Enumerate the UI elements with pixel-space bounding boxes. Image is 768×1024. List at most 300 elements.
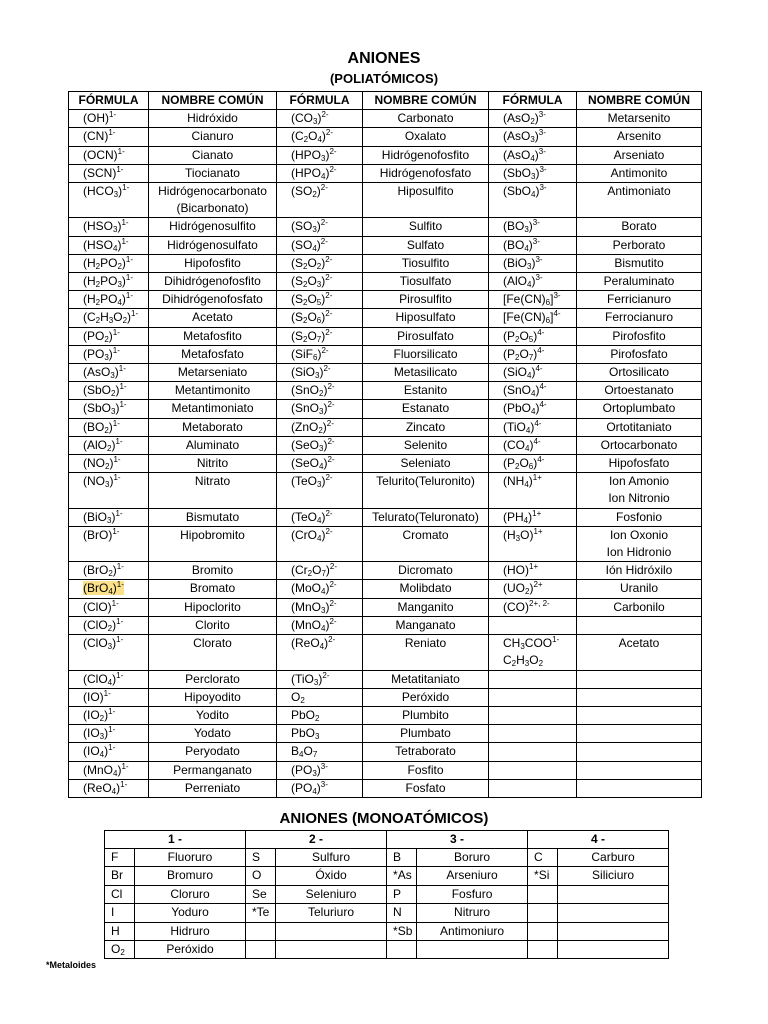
name-cell bbox=[577, 688, 702, 706]
name-cell: Clorito bbox=[149, 616, 277, 634]
formula-cell: (SCN)$^{1-}$ bbox=[69, 164, 149, 182]
name-cell: Carbonato bbox=[363, 110, 489, 128]
formula-cell: $(P_2O_7)^{4-}$ bbox=[489, 345, 577, 363]
name-cell bbox=[577, 616, 702, 634]
name-cell: Metantimonito bbox=[149, 382, 277, 400]
name-cell: Hipofosfato bbox=[577, 455, 702, 473]
name-cell: Carbonilo bbox=[577, 598, 702, 616]
table-row bbox=[69, 146, 702, 164]
name-cell: Hidrógenofosfato bbox=[363, 164, 489, 182]
name-cell: Arseniuro bbox=[417, 867, 528, 885]
formula-cell: $(IO_2)^{1-}$ bbox=[69, 706, 149, 724]
highlighted-formula: $(BrO_4)^{1-}$ bbox=[83, 580, 124, 597]
symbol-cell bbox=[246, 922, 276, 940]
name-cell: Reniato bbox=[363, 635, 489, 670]
name-cell: Fosfato bbox=[363, 779, 489, 797]
formula-cell: $(BO_4)^{3-}$ bbox=[489, 236, 577, 254]
symbol-cell bbox=[387, 941, 417, 959]
formula-cell: $(BrO_2)^{1-}$ bbox=[69, 562, 149, 580]
name-cell: Carburo bbox=[558, 849, 669, 867]
formula-cell: $(BO_2)^{1-}$ bbox=[69, 418, 149, 436]
name-cell: Hidrógenosulfato bbox=[149, 236, 277, 254]
formula-cell: $(SiF_6)^{2-}$ bbox=[277, 345, 363, 363]
name-cell: Plumbato bbox=[363, 725, 489, 743]
name-cell: Nitrato bbox=[149, 473, 277, 508]
table-row bbox=[69, 345, 702, 363]
name-cell: Plumbito bbox=[363, 706, 489, 724]
formula-cell: $(NO_2)^{1-}$ bbox=[69, 455, 149, 473]
column-header: FÓRMULA bbox=[69, 92, 149, 110]
name-cell: Hiposulfato bbox=[363, 309, 489, 327]
symbol-cell: S bbox=[246, 849, 276, 867]
formula-cell: (BrO)$^{1-}$ bbox=[69, 526, 149, 561]
formula-cell: $(P_2O_6)^{4-}$ bbox=[489, 455, 577, 473]
name-cell: Óxido bbox=[276, 867, 387, 885]
name-cell: Siliciuro bbox=[558, 867, 669, 885]
formula-cell: $(HSO_4)^{1-}$ bbox=[69, 236, 149, 254]
name-cell: Bismutato bbox=[149, 508, 277, 526]
name-cell: Estanito bbox=[363, 382, 489, 400]
name-cell: Acetato bbox=[577, 635, 702, 670]
formula-cell: (HO)$^{1+}$ bbox=[489, 562, 577, 580]
table-row bbox=[69, 598, 702, 616]
table-row bbox=[69, 455, 702, 473]
formula-cell: (IO)$^{1-}$ bbox=[69, 688, 149, 706]
name-cell: Permanganato bbox=[149, 761, 277, 779]
name-cell: Hipoclorito bbox=[149, 598, 277, 616]
name-cell: Ortoplumbato bbox=[577, 400, 702, 418]
formula-cell: $(HSO_3)^{1-}$ bbox=[69, 218, 149, 236]
page-subtitle: (POLIATÓMICOS) bbox=[329, 71, 439, 86]
name-cell bbox=[558, 941, 669, 959]
table-row bbox=[69, 309, 702, 327]
symbol-cell bbox=[528, 904, 558, 922]
name-cell: Aluminato bbox=[149, 436, 277, 454]
formula-cell: $(AsO_4)^{3-}$ bbox=[489, 146, 577, 164]
formula-cell: $(S_2O_7)^{2-}$ bbox=[277, 327, 363, 345]
table-row bbox=[105, 849, 669, 867]
formula-cell: $(S_2O_5)^{2-}$ bbox=[277, 291, 363, 309]
formula-cell: $(CO_4)^{4-}$ bbox=[489, 436, 577, 454]
name-cell: Perclorato bbox=[149, 670, 277, 688]
symbol-cell: P bbox=[387, 885, 417, 903]
table-row bbox=[69, 526, 702, 561]
symbol-cell: N bbox=[387, 904, 417, 922]
name-cell: Ortocarbonato bbox=[577, 436, 702, 454]
formula-cell: $B_4O_7$ bbox=[277, 743, 363, 761]
table-row bbox=[69, 218, 702, 236]
name-cell: Metarseniato bbox=[149, 364, 277, 382]
name-cell: Ortoestanato bbox=[577, 382, 702, 400]
name-cell: Cianato bbox=[149, 146, 277, 164]
table-row bbox=[69, 254, 702, 272]
name-cell: Antimoniato bbox=[577, 183, 702, 218]
column-header: NOMBRE COMÚN bbox=[149, 92, 277, 110]
table-row bbox=[105, 904, 669, 922]
column-header: 4 - bbox=[528, 831, 669, 849]
name-cell: Nitruro bbox=[417, 904, 528, 922]
name-cell: Peróxido bbox=[135, 941, 246, 959]
formula-cell: $[Fe(CN)_6]^{4-}$ bbox=[489, 309, 577, 327]
name-cell bbox=[276, 941, 387, 959]
formula-cell: $(PO_3)^{1-}$ bbox=[69, 345, 149, 363]
symbol-cell bbox=[246, 941, 276, 959]
table-header-row bbox=[69, 92, 702, 110]
name-cell: Hiposulfito bbox=[363, 183, 489, 218]
name-cell: Seleniato bbox=[363, 455, 489, 473]
name-cell: Sulfito bbox=[363, 218, 489, 236]
symbol-cell: C bbox=[528, 849, 558, 867]
table-row bbox=[69, 562, 702, 580]
name-cell bbox=[558, 922, 669, 940]
table-row bbox=[69, 616, 702, 634]
name-cell: Antimonito bbox=[577, 164, 702, 182]
name-cell: Manganito bbox=[363, 598, 489, 616]
formula-cell: $(CO_3)^{2-}$ bbox=[277, 110, 363, 128]
name-cell: Fosfonio bbox=[577, 508, 702, 526]
name-cell: Arsenito bbox=[577, 128, 702, 146]
name-cell bbox=[276, 922, 387, 940]
formula-cell: $(BiO_3)^{1-}$ bbox=[69, 508, 149, 526]
name-cell bbox=[417, 941, 528, 959]
page-title: ANIONES bbox=[347, 50, 421, 67]
name-cell: Metafosfato bbox=[149, 345, 277, 363]
formula-cell: $(Cr_2O_7)^{2-}$ bbox=[277, 562, 363, 580]
name-cell: Hidrógenosulfito bbox=[149, 218, 277, 236]
monoatomic-anions-table bbox=[104, 830, 669, 959]
name-cell: Hidrógenocarbonato (Bicarbonato) bbox=[149, 183, 277, 218]
table-row bbox=[69, 327, 702, 345]
name-cell: Tiosulfato bbox=[363, 273, 489, 291]
table-row bbox=[69, 688, 702, 706]
name-cell: Antimoniuro bbox=[417, 922, 528, 940]
name-cell: Zincato bbox=[363, 418, 489, 436]
formula-cell: $(MnO_4)^{1-}$ bbox=[69, 761, 149, 779]
symbol-cell: I bbox=[105, 904, 135, 922]
formula-cell: $(CrO_4)^{2-}$ bbox=[277, 526, 363, 561]
name-cell: Seleniuro bbox=[276, 885, 387, 903]
formula-cell: $(IO_3)^{1-}$ bbox=[69, 725, 149, 743]
polyatomic-anions-table bbox=[68, 91, 702, 798]
formula-cell: $(AsO_3)^{1-}$ bbox=[69, 364, 149, 382]
symbol-cell bbox=[528, 922, 558, 940]
formula-cell: (CN)$^{1-}$ bbox=[69, 128, 149, 146]
name-cell: Cromato bbox=[363, 526, 489, 561]
name-cell: Hipoyodito bbox=[149, 688, 277, 706]
name-cell: Ion Amonio Ion Nitronio bbox=[577, 473, 702, 508]
name-cell: Pirofosfato bbox=[577, 345, 702, 363]
formula-cell: $(HPO_3)^{2-}$ bbox=[277, 146, 363, 164]
name-cell: Tetraborato bbox=[363, 743, 489, 761]
name-cell bbox=[558, 904, 669, 922]
symbol-cell: B bbox=[387, 849, 417, 867]
table-row bbox=[69, 418, 702, 436]
name-cell bbox=[558, 885, 669, 903]
symbol-cell: Cl bbox=[105, 885, 135, 903]
name-cell: Sulfuro bbox=[276, 849, 387, 867]
name-cell: Ion Oxonio Ion Hidronio bbox=[577, 526, 702, 561]
column-header: FÓRMULA bbox=[489, 92, 577, 110]
symbol-cell: *Te bbox=[246, 904, 276, 922]
name-cell: Dicromato bbox=[363, 562, 489, 580]
formula-cell: $(IO_4)^{1-}$ bbox=[69, 743, 149, 761]
section-title-monoatomic: ANIONES (MONOATÓMICOS) bbox=[279, 810, 489, 827]
table-row bbox=[69, 508, 702, 526]
name-cell bbox=[577, 670, 702, 688]
table-row bbox=[69, 236, 702, 254]
symbol-cell bbox=[528, 885, 558, 903]
name-cell: Metasilicato bbox=[363, 364, 489, 382]
formula-cell: $(C_2O_4)^{2-}$ bbox=[277, 128, 363, 146]
formula-cell: $(BO_3)^{3-}$ bbox=[489, 218, 577, 236]
formula-cell: $[Fe(CN)_6]^{3-}$ bbox=[489, 291, 577, 309]
formula-cell bbox=[489, 706, 577, 724]
table-row bbox=[69, 164, 702, 182]
formula-cell: $(HPO_4)^{2-}$ bbox=[277, 164, 363, 182]
table-row bbox=[69, 110, 702, 128]
formula-cell: $(H_2PO_4)^{1-}$ bbox=[69, 291, 149, 309]
symbol-cell: Se bbox=[246, 885, 276, 903]
name-cell: Tiocianato bbox=[149, 164, 277, 182]
name-cell: Clorato bbox=[149, 635, 277, 670]
formula-cell: PbO$_3$ bbox=[277, 725, 363, 743]
formula-cell: (ClO)$^{1-}$ bbox=[69, 598, 149, 616]
name-cell: Ortosilicato bbox=[577, 364, 702, 382]
formula-cell bbox=[489, 670, 577, 688]
name-cell: Hidrógenofosfito bbox=[363, 146, 489, 164]
formula-cell: $(SnO_2)^{2-}$ bbox=[277, 382, 363, 400]
formula-cell: $(ClO_4)^{1-}$ bbox=[69, 670, 149, 688]
formula-cell: $(H_2PO_3)^{1-}$ bbox=[69, 273, 149, 291]
name-cell: Perreniato bbox=[149, 779, 277, 797]
table-row bbox=[69, 725, 702, 743]
formula-cell: $(MnO_3)^{2-}$ bbox=[277, 598, 363, 616]
formula-cell: $(AsO_2)^{3-}$ bbox=[489, 110, 577, 128]
name-cell: Fluoruro bbox=[135, 849, 246, 867]
table-row bbox=[69, 706, 702, 724]
column-header: FÓRMULA bbox=[277, 92, 363, 110]
column-header: 2 - bbox=[246, 831, 387, 849]
name-cell: Hidruro bbox=[135, 922, 246, 940]
formula-cell: $(SeO_3)^{2-}$ bbox=[277, 436, 363, 454]
name-cell: Peraluminato bbox=[577, 273, 702, 291]
table-row bbox=[69, 670, 702, 688]
formula-cell: $(SeO_4)^{2-}$ bbox=[277, 455, 363, 473]
name-cell: Perborato bbox=[577, 236, 702, 254]
name-cell: Hidróxido bbox=[149, 110, 277, 128]
name-cell: Selenito bbox=[363, 436, 489, 454]
name-cell bbox=[577, 725, 702, 743]
table-row bbox=[69, 761, 702, 779]
name-cell: Oxalato bbox=[363, 128, 489, 146]
formula-cell: $(P_2O_5)^{4-}$ bbox=[489, 327, 577, 345]
formula-cell: $(AlO_2)^{1-}$ bbox=[69, 436, 149, 454]
name-cell: Pirofosfito bbox=[577, 327, 702, 345]
name-cell: Metafosfito bbox=[149, 327, 277, 345]
symbol-cell: *As bbox=[387, 867, 417, 885]
symbol-cell: $O_2$ bbox=[105, 941, 135, 959]
name-cell: Dihidrógenofosfito bbox=[149, 273, 277, 291]
table-row bbox=[69, 382, 702, 400]
table-header-row bbox=[105, 831, 669, 849]
name-cell: Estanato bbox=[363, 400, 489, 418]
formula-cell: $(PO_4)^{3-}$ bbox=[277, 779, 363, 797]
formula-cell: $(SO_4)^{2-}$ bbox=[277, 236, 363, 254]
table-row bbox=[69, 580, 702, 598]
name-cell: Telurato(Teluronato) bbox=[363, 508, 489, 526]
name-cell: Yoduro bbox=[135, 904, 246, 922]
name-cell: Metatitaniato bbox=[363, 670, 489, 688]
column-header: NOMBRE COMÚN bbox=[577, 92, 702, 110]
formula-cell: $CH_3COO^{1-}$ $C_2H_3O_2$ bbox=[489, 635, 577, 670]
formula-cell bbox=[489, 779, 577, 797]
formula-cell: (CO)$^{2+, 2-}$ bbox=[489, 598, 577, 616]
table-row bbox=[69, 291, 702, 309]
symbol-cell: *Sb bbox=[387, 922, 417, 940]
table-row bbox=[69, 436, 702, 454]
formula-cell: $(TeO_4)^{2-}$ bbox=[277, 508, 363, 526]
formula-cell bbox=[489, 761, 577, 779]
formula-cell: $(PH_4)^{1+}$ bbox=[489, 508, 577, 526]
footnote: *Metaloides bbox=[46, 960, 97, 970]
symbol-cell: F bbox=[105, 849, 135, 867]
name-cell: Peryodato bbox=[149, 743, 277, 761]
formula-cell: $(SO_3)^{2-}$ bbox=[277, 218, 363, 236]
formula-cell: $(SnO_4)^{4-}$ bbox=[489, 382, 577, 400]
name-cell: Fosfuro bbox=[417, 885, 528, 903]
formula-cell: $(TiO_3)^{2-}$ bbox=[277, 670, 363, 688]
table-row bbox=[69, 183, 702, 218]
table-row bbox=[69, 779, 702, 797]
formula-cell: $(NH_4)^{1+}$ bbox=[489, 473, 577, 508]
symbol-cell: Br bbox=[105, 867, 135, 885]
formula-cell: $(SbO_3)^{3-}$ bbox=[489, 164, 577, 182]
name-cell: Manganato bbox=[363, 616, 489, 634]
symbol-cell: O bbox=[246, 867, 276, 885]
formula-cell: $(SbO_3)^{1-}$ bbox=[69, 400, 149, 418]
formula-cell: $(NO_3)^{1-}$ bbox=[69, 473, 149, 508]
table-row bbox=[69, 273, 702, 291]
formula-cell: $(SbO_4)^{3-}$ bbox=[489, 183, 577, 218]
formula-cell: $(SnO_3)^{2-}$ bbox=[277, 400, 363, 418]
name-cell bbox=[577, 743, 702, 761]
name-cell: Cloruro bbox=[135, 885, 246, 903]
name-cell: Ortotitaniato bbox=[577, 418, 702, 436]
table-row bbox=[105, 941, 669, 959]
name-cell: Telurito(Teluronito) bbox=[363, 473, 489, 508]
formula-cell: $(ReO_4)^{2-}$ bbox=[277, 635, 363, 670]
name-cell: Metarsenito bbox=[577, 110, 702, 128]
formula-cell: $(SbO_2)^{1-}$ bbox=[69, 382, 149, 400]
table-row bbox=[105, 922, 669, 940]
formula-cell: $(SO_2)^{2-}$ bbox=[277, 183, 363, 218]
formula-cell bbox=[489, 688, 577, 706]
formula-cell: $(SiO_4)^{4-}$ bbox=[489, 364, 577, 382]
formula-cell: $(UO_2)^{2+}$ bbox=[489, 580, 577, 598]
column-header: NOMBRE COMÚN bbox=[363, 92, 489, 110]
formula-cell bbox=[489, 616, 577, 634]
formula-cell: $(S_2O_2)^{2-}$ bbox=[277, 254, 363, 272]
name-cell: Hipobromito bbox=[149, 526, 277, 561]
table-row bbox=[69, 473, 702, 508]
name-cell: Arseniato bbox=[577, 146, 702, 164]
table-row bbox=[69, 364, 702, 382]
name-cell: Uranilo bbox=[577, 580, 702, 598]
name-cell bbox=[577, 706, 702, 724]
name-cell: Metantimoniato bbox=[149, 400, 277, 418]
name-cell: Bismutito bbox=[577, 254, 702, 272]
name-cell: Bromuro bbox=[135, 867, 246, 885]
name-cell bbox=[577, 761, 702, 779]
formula-cell bbox=[69, 580, 149, 598]
formula-cell: $(S_2O_6)^{2-}$ bbox=[277, 309, 363, 327]
name-cell: Pirosulfito bbox=[363, 291, 489, 309]
name-cell: Bromito bbox=[149, 562, 277, 580]
formula-cell: $(TiO_4)^{4-}$ bbox=[489, 418, 577, 436]
symbol-cell: H bbox=[105, 922, 135, 940]
formula-cell: PbO$_2$ bbox=[277, 706, 363, 724]
table-row bbox=[69, 128, 702, 146]
formula-cell: $(AlO_4)^{3-}$ bbox=[489, 273, 577, 291]
name-cell: Peróxido bbox=[363, 688, 489, 706]
name-cell: Nitrito bbox=[149, 455, 277, 473]
name-cell: Tiosulfito bbox=[363, 254, 489, 272]
formula-cell: $(PbO_4)^{4-}$ bbox=[489, 400, 577, 418]
name-cell: Fosfito bbox=[363, 761, 489, 779]
symbol-cell bbox=[528, 941, 558, 959]
name-cell: Yodito bbox=[149, 706, 277, 724]
name-cell: Dihidrógenofosfato bbox=[149, 291, 277, 309]
table-row bbox=[69, 400, 702, 418]
table-row bbox=[69, 635, 702, 670]
name-cell: Metaborato bbox=[149, 418, 277, 436]
name-cell: Boruro bbox=[417, 849, 528, 867]
name-cell: Yodato bbox=[149, 725, 277, 743]
formula-cell: $(AsO_3)^{3-}$ bbox=[489, 128, 577, 146]
formula-cell: $(MnO_4)^{2-}$ bbox=[277, 616, 363, 634]
formula-cell: $(S_2O_3)^{2-}$ bbox=[277, 273, 363, 291]
table-row bbox=[105, 885, 669, 903]
formula-cell: $(ClO_3)^{1-}$ bbox=[69, 635, 149, 670]
name-cell: Hipofosfito bbox=[149, 254, 277, 272]
name-cell: Acetato bbox=[149, 309, 277, 327]
formula-cell: $(C_2H_3O_2)^{1-}$ bbox=[69, 309, 149, 327]
name-cell: Cianuro bbox=[149, 128, 277, 146]
name-cell: Ferrocianuro bbox=[577, 309, 702, 327]
name-cell: Fluorsilicato bbox=[363, 345, 489, 363]
name-cell: Molibdato bbox=[363, 580, 489, 598]
name-cell: Ión Hidróxilo bbox=[577, 562, 702, 580]
formula-cell: $(MoO_4)^{2-}$ bbox=[277, 580, 363, 598]
name-cell: Sulfato bbox=[363, 236, 489, 254]
table-row bbox=[105, 867, 669, 885]
formula-cell: $(PO_3)^{3-}$ bbox=[277, 761, 363, 779]
formula-cell: $O_2$ bbox=[277, 688, 363, 706]
formula-cell: $(H_3O)^{1+}$ bbox=[489, 526, 577, 561]
formula-cell: (OH)$^{1-}$ bbox=[69, 110, 149, 128]
name-cell: Ferricianuro bbox=[577, 291, 702, 309]
name-cell bbox=[577, 779, 702, 797]
formula-cell: $(TeO_3)^{2-}$ bbox=[277, 473, 363, 508]
symbol-cell: *Si bbox=[528, 867, 558, 885]
name-cell: Bromato bbox=[149, 580, 277, 598]
table-row bbox=[69, 743, 702, 761]
formula-cell: $(H_2PO_2)^{1-}$ bbox=[69, 254, 149, 272]
name-cell: Pirosulfato bbox=[363, 327, 489, 345]
formula-cell: $(PO_2)^{1-}$ bbox=[69, 327, 149, 345]
formula-cell bbox=[489, 725, 577, 743]
formula-cell: $(BiO_3)^{3-}$ bbox=[489, 254, 577, 272]
